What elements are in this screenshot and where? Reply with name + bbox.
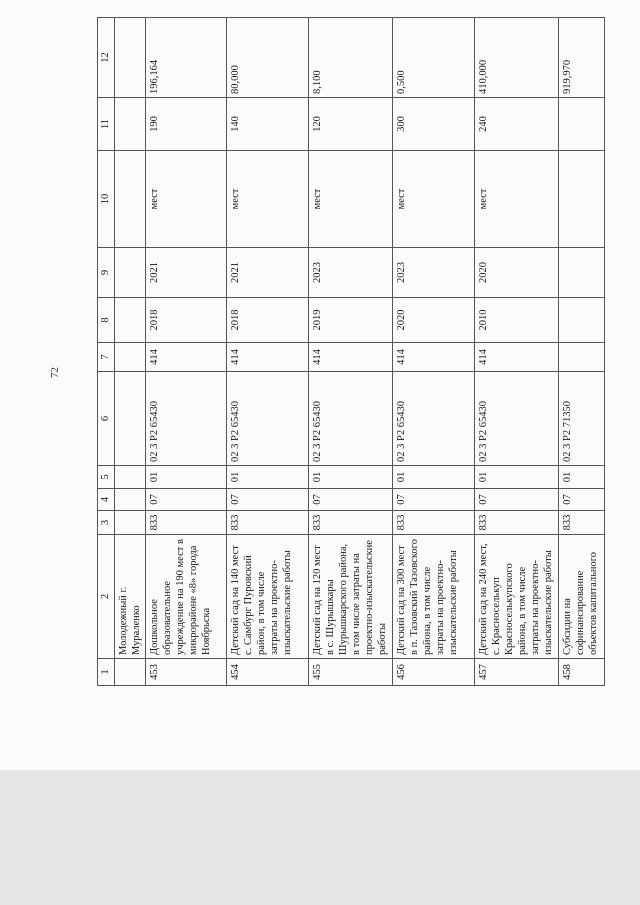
row-number-cell: 456	[392, 659, 474, 686]
expense-type-cell	[115, 343, 146, 372]
capacity-unit-cell: мест	[475, 151, 558, 248]
code-grbs-cell: 833	[226, 511, 308, 535]
end-year-cell: 2021	[226, 248, 308, 298]
start-year-cell: 2010	[475, 298, 558, 343]
expense-type-cell: 414	[475, 343, 558, 372]
table-row	[115, 18, 146, 686]
object-name-cell: Детский сад на 120 мест в с. Шурышкары Шурышкарского района, в том числе затраты на проектно-изыскательские работы	[309, 535, 392, 659]
column-header: 1	[98, 659, 115, 686]
amount-cell: 919,970	[558, 18, 604, 98]
target-article-cell	[115, 372, 146, 466]
table-row	[475, 18, 558, 686]
column-header: 9	[98, 248, 115, 298]
table-row	[309, 18, 392, 686]
expense-type-cell: 414	[226, 343, 308, 372]
end-year-cell: 2021	[146, 248, 226, 298]
capacity-value-cell	[558, 98, 604, 151]
start-year-cell: 2018	[146, 298, 226, 343]
column-header: 6	[98, 372, 115, 466]
column-header: 12	[98, 18, 115, 98]
end-year-cell: 2020	[475, 248, 558, 298]
column-header: 10	[98, 151, 115, 248]
object-name-cell: Дошкольное образовательное учреждение на 190 мест в микрорайоне «8» города Ноябрьска	[146, 535, 226, 659]
row-number-cell: 454	[226, 659, 308, 686]
code-grbs-cell: 833	[309, 511, 392, 535]
column-header: 5	[98, 466, 115, 489]
code-grbs-cell: 833	[146, 511, 226, 535]
code-section-cell: 07	[226, 489, 308, 511]
column-header: 7	[98, 343, 115, 372]
code-subsection-cell: 01	[475, 466, 558, 489]
target-article-cell: 02 3 P2 65430	[226, 372, 308, 466]
code-subsection-cell: 01	[226, 466, 308, 489]
object-name-cell: Детский сад на 140 мест с. Самбург Пуровский район, в том числе затраты на проектно-изыскательские работы	[226, 535, 308, 659]
capacity-value-cell	[115, 98, 146, 151]
table-row	[558, 18, 604, 686]
table-row	[392, 18, 474, 686]
start-year-cell: 2020	[392, 298, 474, 343]
code-subsection-cell: 01	[309, 466, 392, 489]
amount-cell	[115, 18, 146, 98]
code-subsection-cell: 01	[146, 466, 226, 489]
end-year-cell	[558, 248, 604, 298]
column-header: 3	[98, 511, 115, 535]
capacity-value-cell: 190	[146, 98, 226, 151]
amount-cell: 8,100	[309, 18, 392, 98]
code-grbs-cell: 833	[475, 511, 558, 535]
code-subsection-cell	[115, 466, 146, 489]
amount-cell: 410,000	[475, 18, 558, 98]
row-number-cell	[115, 659, 146, 686]
capacity-value-cell: 120	[309, 98, 392, 151]
start-year-cell	[558, 298, 604, 343]
capacity-unit-cell: мест	[146, 151, 226, 248]
row-number-cell: 455	[309, 659, 392, 686]
amount-cell: 0,500	[392, 18, 474, 98]
target-article-cell: 02 3 P2 65430	[309, 372, 392, 466]
object-name-cell: Молодежный г. Мураленко	[115, 535, 146, 659]
expense-type-cell: 414	[146, 343, 226, 372]
object-name-cell: Детский сад на 300 мест в п. Тазовский Тазовского района, в том числе затраты на проектно-изыскательские работы	[392, 535, 474, 659]
target-article-cell: 02 3 P2 65430	[146, 372, 226, 466]
capacity-value-cell: 240	[475, 98, 558, 151]
table-row	[146, 18, 226, 686]
capacity-unit-cell: мест	[392, 151, 474, 248]
table-row	[226, 18, 308, 686]
capacity-unit-cell: мест	[226, 151, 308, 248]
end-year-cell	[115, 248, 146, 298]
capacity-value-cell: 140	[226, 98, 308, 151]
table-container	[97, 38, 605, 686]
object-name-cell: Детский сад на 240 мест, с. Красноселькуп Красноселькупского района, в том числе затраты на проектно-изыскательские работы	[475, 535, 558, 659]
row-number-cell: 453	[146, 659, 226, 686]
expense-type-cell: 414	[309, 343, 392, 372]
page-number: 72	[49, 367, 61, 378]
end-year-cell: 2023	[309, 248, 392, 298]
code-section-cell: 07	[392, 489, 474, 511]
start-year-cell: 2019	[309, 298, 392, 343]
code-section-cell: 07	[558, 489, 604, 511]
column-header: 8	[98, 298, 115, 343]
code-subsection-cell: 01	[392, 466, 474, 489]
row-number-cell: 457	[475, 659, 558, 686]
code-grbs-cell: 833	[392, 511, 474, 535]
column-header: 11	[98, 98, 115, 151]
code-section-cell: 07	[146, 489, 226, 511]
end-year-cell: 2023	[392, 248, 474, 298]
capacity-value-cell: 300	[392, 98, 474, 151]
start-year-cell: 2018	[226, 298, 308, 343]
target-article-cell: 02 3 P2 65430	[475, 372, 558, 466]
start-year-cell	[115, 298, 146, 343]
capital-investment-table	[97, 17, 605, 686]
target-article-cell: 02 3 P2 71350	[558, 372, 604, 466]
column-header: 2	[98, 535, 115, 659]
expense-type-cell	[558, 343, 604, 372]
code-section-cell	[115, 489, 146, 511]
object-name-cell: Субсидии на софинансирование объектов капитального	[558, 535, 604, 659]
amount-cell: 80,000	[226, 18, 308, 98]
capacity-unit-cell: мест	[309, 151, 392, 248]
code-grbs-cell	[115, 511, 146, 535]
code-subsection-cell: 01	[558, 466, 604, 489]
row-number-cell: 458	[558, 659, 604, 686]
expense-type-cell: 414	[392, 343, 474, 372]
amount-cell: 196,164	[146, 18, 226, 98]
code-section-cell: 07	[309, 489, 392, 511]
code-section-cell: 07	[475, 489, 558, 511]
column-header: 4	[98, 489, 115, 511]
capacity-unit-cell	[558, 151, 604, 248]
code-grbs-cell: 833	[558, 511, 604, 535]
column-number-row	[98, 18, 115, 686]
capacity-unit-cell	[115, 151, 146, 248]
target-article-cell: 02 3 P2 65430	[392, 372, 474, 466]
